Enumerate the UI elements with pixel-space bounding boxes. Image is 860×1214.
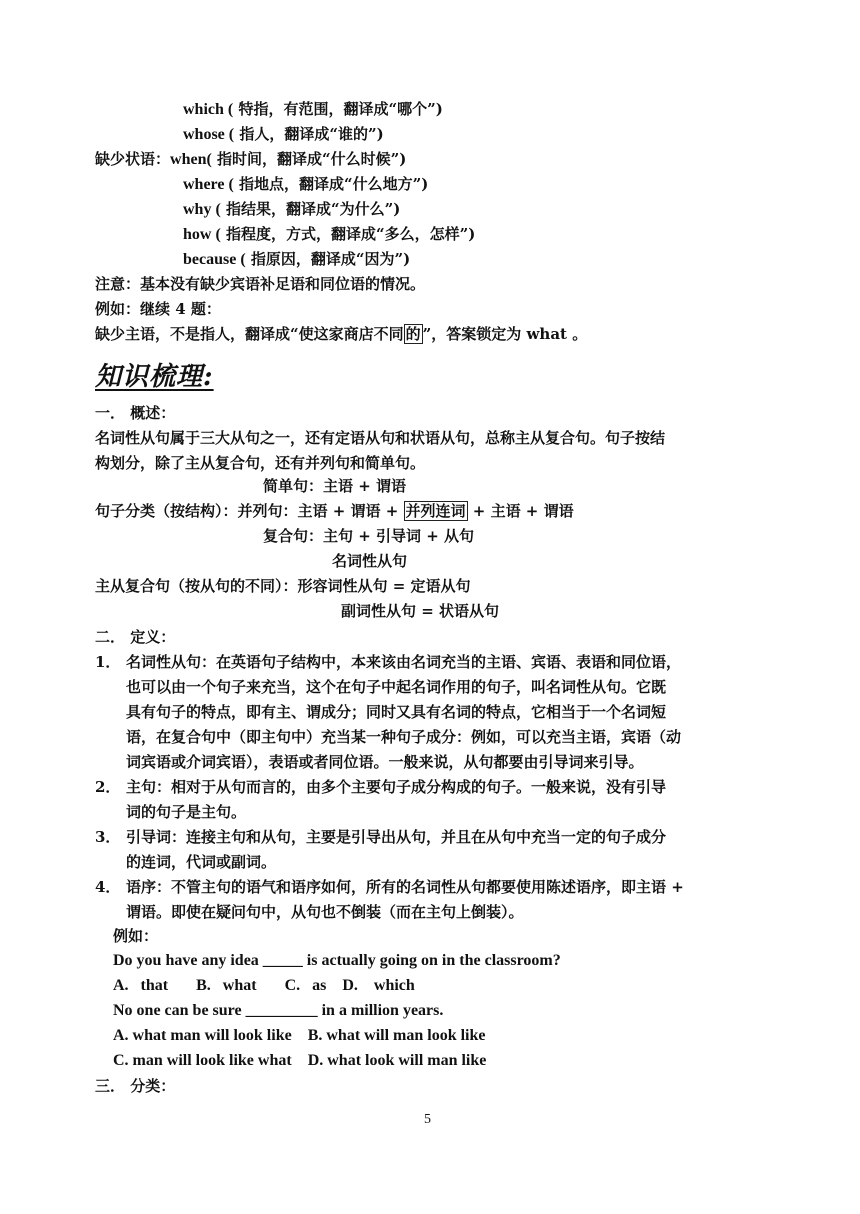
definition-line: 语序：不管主句的语气和语序如何，所有的名词性从句都要使用陈述语序，即主语 + bbox=[126, 878, 684, 896]
list-item-where: where ( 指地点，翻译成“什么地方”) bbox=[183, 175, 429, 193]
definition-line: 具有句子的特点，即有主、谓成分；同时又具有名词的特点，它相当于一个名词短 bbox=[126, 703, 667, 721]
list-item-why: why ( 指结果，翻译成“为什么”) bbox=[183, 200, 401, 218]
section-two-title: 二． 定义： bbox=[95, 628, 176, 646]
list-item-because: because ( 指原因，翻译成“因为”) bbox=[183, 250, 411, 268]
definition-line: 主句：相对于从句而言的，由多个主要句子成分构成的句子。一般来说，没有引导 bbox=[126, 778, 667, 796]
definition-line: 语，在复合句中（即主句中）充当某一种句子成分：例如，可以充当主语，宾语（动 bbox=[126, 728, 682, 746]
page-number: 5 bbox=[424, 1112, 431, 1127]
question-1-options: A. that B. what C. as D. which bbox=[113, 977, 415, 994]
overview-paragraph-line-1: 名词性从句属于三大从句之一，还有定语从句和状语从句，总称主从复合句。句子按结 bbox=[95, 429, 666, 447]
section-three-title: 三． 分类： bbox=[95, 1077, 176, 1095]
section-title: 知识梳理: bbox=[95, 362, 214, 392]
question-1: Do you have any idea _____ is actually going on in the classroom? bbox=[113, 952, 561, 969]
complex-classification-row: 主从复合句（按从句的不同）：形容词性从句 = 定语从句 bbox=[95, 577, 471, 595]
definition-line: 也可以由一个句子来充当，这个在句子中起名词作用的句子，叫名词性从句。它既 bbox=[126, 678, 667, 696]
definition-line: 的连词，代词或副词。 bbox=[126, 853, 277, 871]
boxed-word: 的 bbox=[405, 325, 421, 343]
section-one-title: 一． 概述： bbox=[95, 404, 176, 422]
example-label: 例如：继续 4 题： bbox=[95, 300, 221, 318]
example-text: 缺少主语，不是指人，翻译成“使这家商店不同 的 ”，答案锁定为 what 。 bbox=[95, 325, 588, 343]
simple-sentence: 简单句：主语 + 谓语 bbox=[263, 477, 407, 495]
adverb-clause: 副词性从句 = 状语从句 bbox=[341, 602, 500, 620]
question-2-options-cd: C. man will look like what D. what look will man like bbox=[113, 1052, 487, 1069]
boxed-conjunction: 并列连词 bbox=[405, 502, 466, 520]
definition-number: 2． bbox=[95, 778, 121, 796]
definition-number: 3． bbox=[95, 828, 121, 846]
overview-paragraph-line-2: 构划分，除了主从复合句，还有并列句和简单句。 bbox=[95, 454, 426, 472]
classification-label: 句子分类（按结构）： bbox=[95, 502, 238, 520]
note-text: 注意：基本没有缺少宾语补足语和同位语的情况。 bbox=[95, 275, 426, 293]
question-2: No one can be sure _________ in a million years. bbox=[113, 1002, 444, 1019]
definition-line: 词宾语或介词宾语），表语或者同位语。一般来说，从句都要由引导词来引导。 bbox=[126, 753, 644, 771]
question-2-options-ab: A. what man will look like B. what will man look like bbox=[113, 1027, 486, 1044]
list-item-how: how ( 指程度，方式，翻译成“多么，怎样”) bbox=[183, 225, 476, 243]
definition-line: 名词性从句：在英语句子结构中，本来该由名词充当的主语、宾语、表语和同位语， bbox=[126, 653, 682, 671]
definition-line: 谓语。即使在疑问句中，从句也不倒装（而在主句上倒装）。 bbox=[126, 903, 524, 921]
complex-sentence: 复合句：主句 + 引导词 + 从句 bbox=[263, 527, 475, 545]
list-item-when: 缺少状语：when( 指时间，翻译成“什么时候”) bbox=[95, 150, 407, 168]
definition-number: 1． bbox=[95, 653, 121, 671]
classification-row: 句子分类（按结构）：并列句：主语 + 谓语 + 并列连词 + 主语 + 谓语 bbox=[95, 502, 574, 520]
definition-line: 引导词：连接主句和从句，主要是引导出从句，并且在从句中充当一定的句子成分 bbox=[126, 828, 667, 846]
example-intro: 例如： bbox=[113, 927, 159, 945]
list-item-whose: whose ( 指人，翻译成“谁的”) bbox=[183, 125, 384, 143]
definition-number: 4． bbox=[95, 878, 121, 896]
definition-line: 词的句子是主句。 bbox=[126, 803, 247, 821]
noun-clause: 名词性从句 bbox=[332, 552, 408, 570]
list-item-which: which ( 特指，有范围，翻译成“哪个”) bbox=[183, 100, 443, 118]
